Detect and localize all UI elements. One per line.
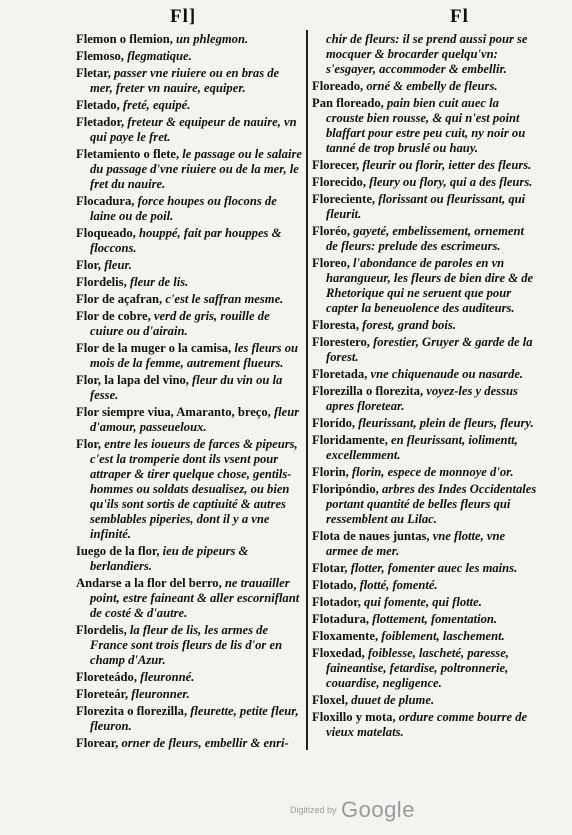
dictionary-entry	[76, 670, 304, 685]
entry-headword: Flor de açafran,	[76, 292, 163, 306]
dictionary-entry	[76, 32, 304, 47]
entry-definition: fleury ou flory, qui a des fleurs.	[365, 175, 533, 189]
dictionary-entry	[76, 194, 304, 224]
entry-definition: florissant ou fleurissant, qui fleurit.	[326, 192, 526, 221]
entry-definition: forestier, Gruyer & garde de la forest.	[326, 335, 533, 364]
dictionary-entry	[76, 66, 304, 96]
entry-headword: Flor,	[76, 437, 102, 451]
entry-headword: Flocadura,	[76, 194, 135, 208]
dictionary-entry	[312, 693, 538, 708]
entry-definition: arbres des Indes Occidentales portant quantité de belles fleurs qui ressemblent au Lilac.	[326, 482, 537, 526]
dictionary-entry	[76, 258, 304, 273]
dictionary-entry	[76, 309, 304, 339]
dictionary-entry	[312, 646, 538, 691]
dictionary-entry	[312, 367, 538, 382]
watermark-prefix: Digitized by	[290, 805, 337, 815]
entry-definition: entre les ioueurs de farces & pipeurs, c'est la tromperie dont ils vsent pour attraper & tirer quelque chose, gentils-hommes ou soldats desualisez, ou bien qu'ils sont sortis de captiuité & autres semblables piperies, dont il y a vne infinité.	[90, 437, 298, 541]
entry-definition: fleurissant, plein de fleurs, fleury.	[355, 416, 534, 430]
entry-headword: Flor siempre viua, Amaranto, breço,	[76, 405, 271, 419]
entry-headword: Floreteár,	[76, 687, 129, 701]
dictionary-entry	[76, 437, 304, 542]
entry-definition: orné & embelly de fleurs.	[363, 79, 498, 93]
entry-headword: Floripóndio,	[312, 482, 379, 496]
entry-definition: fleur.	[101, 258, 132, 272]
dictionary-entry	[76, 736, 304, 751]
dictionary-entry	[76, 292, 304, 307]
entry-headword: Fletado,	[76, 98, 120, 112]
dictionary-entry	[76, 405, 304, 435]
entry-definition: flotté, fomenté.	[356, 578, 438, 592]
entry-headword: Flota de naues juntas,	[312, 529, 430, 543]
dictionary-entry	[76, 623, 304, 668]
entry-headword: Flor de cobre,	[76, 309, 151, 323]
dictionary-entry	[312, 710, 538, 740]
entry-definition: fleur de lis.	[126, 275, 189, 289]
entry-headword: Flotar,	[312, 561, 348, 575]
left-column	[76, 32, 304, 753]
dictionary-entry	[76, 98, 304, 113]
entry-headword: Florear,	[76, 736, 119, 750]
page-header	[0, 4, 572, 30]
entry-headword: Flordelis,	[76, 275, 127, 289]
dictionary-entry	[312, 158, 538, 173]
entry-definition: fleurette, petite fleur, fleuron.	[90, 704, 299, 733]
entry-definition: fleuronné.	[136, 670, 195, 684]
entry-definition: florin, espece de monnoye d'or.	[348, 465, 514, 479]
entry-headword: Flor,	[76, 258, 102, 272]
entry-definition: force houpes ou flocons de laine ou de poil.	[90, 194, 277, 223]
entry-definition: fleurir ou florir, ietter des fleurs.	[359, 158, 532, 172]
entry-definition: vne flotte, vne armee de mer.	[326, 529, 506, 558]
dictionary-entry	[312, 529, 538, 559]
entry-headword: Flor, la lapa del vino,	[76, 373, 189, 387]
entry-headword: Floreado,	[312, 79, 364, 93]
entry-definition: en fleurissant, iolimentt, excellemment.	[326, 433, 518, 462]
entry-definition: qui fomente, qui flotte.	[360, 595, 482, 609]
dictionary-entry	[312, 79, 538, 94]
dictionary-entry	[312, 612, 538, 627]
dictionary-entry	[76, 687, 304, 702]
entry-definition: les fleurs ou mois de la femme, autrement flueurs.	[90, 341, 299, 370]
entry-definition: foiblement, laschement.	[378, 629, 505, 643]
entry-headword: Floxel,	[312, 693, 349, 707]
right-running-head: Fl	[450, 6, 469, 27]
entry-headword: Andarse a la flor del berro,	[76, 576, 222, 590]
dictionary-entry	[312, 465, 538, 480]
dictionary-entry	[312, 384, 538, 414]
entry-headword: Floqueado,	[76, 226, 136, 240]
entry-definition: ne trauailler point, estre faineant & aller escorniflant de costé & d'autre.	[90, 576, 300, 620]
entry-headword: Iuego de la flor,	[76, 544, 160, 558]
dictionary-entry	[312, 595, 538, 610]
entry-definition: gayeté, embelissement, ornement de fleurs: prelude des escrimeurs.	[326, 224, 524, 253]
entry-definition: ieu de pipeurs & berlandiers.	[90, 544, 249, 573]
entry-definition: fleur du vin ou la fesse.	[90, 373, 283, 402]
google-logo: Google	[340, 797, 415, 822]
dictionary-entry	[76, 49, 304, 64]
dictionary-entry	[76, 576, 304, 621]
dictionary-entry	[312, 318, 538, 333]
entry-definition: la fleur de lis, les armes de France sont trois fleurs de lis d'or en champ d'Azur.	[90, 623, 283, 667]
entry-definition: vne chiquenaude ou nasarde.	[367, 367, 524, 381]
entry-headword: Florecido,	[312, 175, 366, 189]
entry-definition: foiblesse, lascheté, paresse, faineantise, fetardise, poltronnerie, couardise, negligence.	[326, 646, 509, 690]
entry-headword: Floxamente,	[312, 629, 379, 643]
entry-headword: Floxillo y mota,	[312, 710, 396, 724]
entry-definition: c'est le saffran mesme.	[162, 292, 284, 306]
dictionary-entry	[312, 192, 538, 222]
entry-headword: Flordelis,	[76, 623, 127, 637]
entry-headword: Florecer,	[312, 158, 360, 172]
entry-headword: Flotado,	[312, 578, 357, 592]
dictionary-entry	[76, 115, 304, 145]
entry-headword: Fletador,	[76, 115, 125, 129]
entry-headword: Flor de la muger o la camisa,	[76, 341, 232, 355]
entry-definition: fleuronner.	[128, 687, 190, 701]
entry-headword: Fletar,	[76, 66, 111, 80]
entry-definition: verd de gris, rouille de cuiure ou d'airain.	[90, 309, 270, 338]
dictionary-entry	[76, 147, 304, 192]
dictionary-entry	[312, 629, 538, 644]
dictionary-entry	[312, 96, 538, 156]
entry-definition: fleur d'amour, passeueloux.	[90, 405, 300, 434]
entry-headword: Pan floreado,	[312, 96, 384, 110]
dictionary-entry	[76, 544, 304, 574]
dictionary-entry	[76, 275, 304, 290]
entry-headword: Fletamiento o flete,	[76, 147, 180, 161]
entry-headword: Florído,	[312, 416, 356, 430]
entry-definition: le passage ou le salaire du passage d'vne riuiere ou de la mer, le fret du nauire.	[90, 147, 302, 191]
dictionary-entry	[76, 704, 304, 734]
dictionary-entry	[312, 482, 538, 527]
dictionary-entry	[312, 561, 538, 576]
entry-definition: pain bien cuit auec la crouste bien rousse, & qui n'est point blaffart pour estre peu cuit, ny noir ou tanné de trop bruslé ou hauy.	[326, 96, 526, 155]
entry-headword: Flemon o flemion,	[76, 32, 173, 46]
right-column	[312, 32, 538, 742]
dictionary-entry	[312, 335, 538, 365]
dictionary-entry	[312, 256, 538, 316]
entry-definition: l'abondance de paroles en vn harangueur, les fleurs de bien dire & de Rhetorique qui ne seruent que pour capter la beneuolence des auditeurs.	[326, 256, 534, 315]
entry-headword: Floresta,	[312, 318, 359, 332]
entry-headword: Floxedad,	[312, 646, 365, 660]
entry-definition: ordure comme bourre de vieux matelats.	[326, 710, 528, 739]
entry-headword: Florestero,	[312, 335, 370, 349]
dictionary-entry	[312, 224, 538, 254]
entry-headword: Floreteádo,	[76, 670, 137, 684]
entry-headword: Flemoso,	[76, 49, 124, 63]
column-divider	[306, 30, 308, 750]
entry-headword: Florin,	[312, 465, 349, 479]
entry-definition: passer vne riuiere ou en bras de mer, freter vn nauire, equiper.	[90, 66, 280, 95]
entry-definition: freté, equipé.	[119, 98, 191, 112]
entry-definition: un phlegmon.	[172, 32, 249, 46]
dictionary-entry	[312, 175, 538, 190]
entry-definition: flegmatique.	[123, 49, 192, 63]
entry-definition: flottement, fomentation.	[369, 612, 498, 626]
dictionary-entry	[312, 578, 538, 593]
left-running-head: Fl]	[170, 6, 197, 27]
entry-headword: Floreciente,	[312, 192, 376, 206]
entry-definition: voyez-les y dessus apres floretear.	[326, 384, 518, 413]
entry-headword: Flotadura,	[312, 612, 370, 626]
google-watermark	[290, 797, 415, 823]
entry-headword: Floretada,	[312, 367, 368, 381]
entry-headword: Florezita o florezilla,	[76, 704, 188, 718]
entry-headword: Flotador,	[312, 595, 361, 609]
entry-headword: Floréo,	[312, 224, 351, 238]
entry-definition: chir de fleurs: il se prend aussi pour se mocquer & brocarder quelqu'vn: s'esgayer, accommoder & embellir.	[326, 32, 528, 76]
entry-definition: forest, grand bois.	[358, 318, 456, 332]
dictionary-entry	[312, 32, 538, 77]
entry-definition: flotter, fomenter auec les mains.	[347, 561, 518, 575]
dictionary-entry	[76, 226, 304, 256]
dictionary-entry	[76, 373, 304, 403]
dictionary-entry	[312, 433, 538, 463]
entry-headword: Floreo,	[312, 256, 350, 270]
dictionary-entry	[312, 416, 538, 431]
entry-definition: orner de fleurs, embellir & enri-	[118, 736, 289, 750]
entry-definition: duuet de plume.	[348, 693, 435, 707]
dictionary-entry	[76, 341, 304, 371]
entry-definition: freteur & equipeur de nauire, vn qui paye le fret.	[90, 115, 297, 144]
entry-headword: Florezilla o florezita,	[312, 384, 424, 398]
entry-headword: Floridamente,	[312, 433, 388, 447]
entry-definition: houppé, fait par houppes & floccons.	[90, 226, 282, 255]
